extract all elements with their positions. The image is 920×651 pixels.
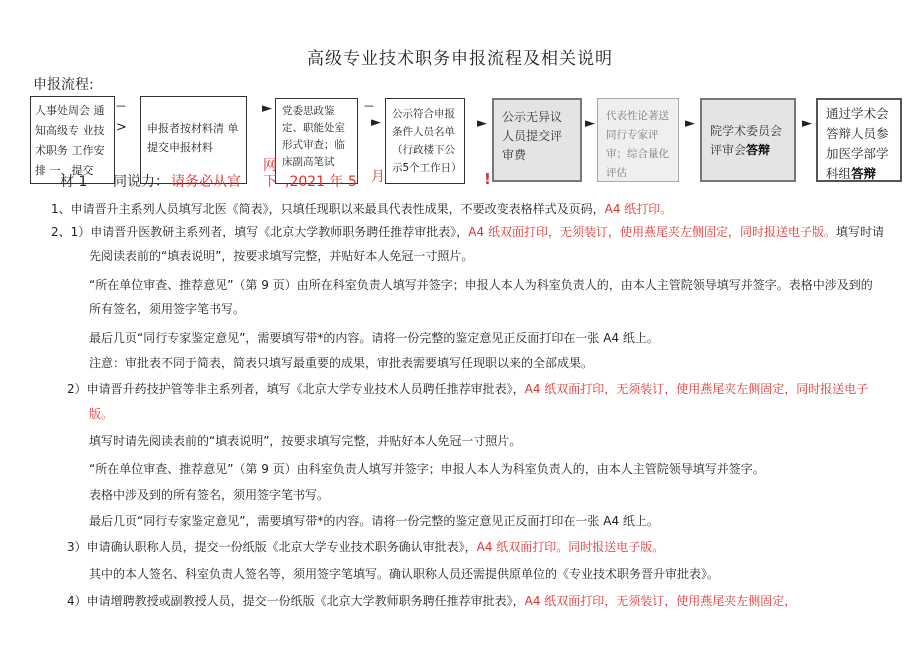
- instruction-line: “所在单位审查、推荐意见”（第 9 页）由科室负责人填写并签字；申报人本人为科室负责人的，由本人主管院领导填写并签字。: [89, 462, 765, 476]
- instruction-line: 2、1）申请晋升医教研主系列者，填写《北京大学教师职务聘任推荐审批表》，A4 纸双面打印，无须装订，使用燕尾夹左侧固定，同时报送电子版。填写时请: [51, 225, 884, 239]
- instruction-line: 最后几页“同行专家鉴定意见”，需要填写带*的内容。请将一份完整的鉴定意见正反面打印在一张 A4 纸上。: [89, 514, 659, 528]
- instruction-line: 2）申请晋升药技护管等非主系列者，填写《北京大学专业技术人员聘任推荐审批表》，A4 纸双面打印，无须装订，使用燕尾夹左侧固定，同时报送电子: [67, 382, 869, 396]
- flow-step-fee: [492, 98, 582, 182]
- instruction-line: 填写时请先阅读表前的“填表说明”，按要求填写完整，并贴好本人免冠一寸照片。: [89, 434, 522, 448]
- overlap-text: 材 1: [60, 174, 88, 190]
- overlap-text-red: 网: [263, 158, 277, 174]
- page-title: 高级专业技术职务申报流程及相关说明: [307, 49, 613, 69]
- flow-step-text: 代表性论著送同行专家评审；综合量化评估: [606, 110, 669, 179]
- overlap-text-red: ,2021 年 5: [285, 174, 357, 190]
- instruction-line: “所在单位审查、推荐意见”（第 9 页）由所在科室负责人填写并签字；申报人本人为科室负责人的，由本人主管院领导填写并签字。表格中涉及到的: [89, 278, 873, 292]
- flow-step-text: 党委思政鉴定、职能处室形式审查；临床副高笔试: [282, 105, 345, 168]
- instruction-line: 1、申请晋升主系列人员填写北医《简表》，只填任现职以来最具代表性成果，不要改变表格样式及页码，A4 纸打印。: [51, 202, 673, 216]
- flow-step-text: 人事处周会 通知高级专 业技术职务 工作安排 一、提交: [35, 104, 105, 177]
- arrow-solid-icon: ►: [477, 116, 487, 131]
- overlap-text: 同说力：: [113, 174, 169, 190]
- connector-dash: ---: [364, 99, 373, 112]
- arrow-solid-icon: ►: [685, 116, 695, 131]
- flow-step-text: 院学术委员会评审会: [710, 124, 783, 157]
- instruction-line: 注意：审批表不同于简表，简表只填写最重要的成果，审批表需要填写任现职以来的全部成果。: [89, 356, 594, 370]
- flow-step-committee: [700, 98, 796, 182]
- flow-step-text: 通过学术会答辩人员参加医学部学科组: [826, 106, 889, 181]
- overlap-text-red: 下: [263, 174, 277, 190]
- connector-dash: ---: [116, 99, 125, 112]
- instruction-line: 所有签名，须用签字笔书写。: [89, 302, 246, 316]
- flow-step-bold: 答辩: [746, 143, 771, 157]
- instruction-line: 表格中涉及到的所有签名，须用签字笔书写。: [89, 488, 330, 502]
- instruction-line: 最后几页“同行专家鉴定意见”，需要填写带*的内容。请将一份完整的鉴定意见正反面打印在一张 A4 纸上。: [89, 331, 659, 345]
- instruction-line: 其中的本人签名、科室负责人签名等，须用签字笔填写。确认职称人员还需提供原单位的《专业技术职务晋升审批表》。: [89, 567, 720, 581]
- arrow-solid-icon: ►: [802, 116, 812, 131]
- instruction-line: 先阅读表前的“填表说明”，按要求填写完整，并贴好本人免冠一寸照片。: [89, 249, 474, 263]
- arrow-right-icon: >: [116, 120, 127, 135]
- arrow-solid-icon: ►: [371, 115, 381, 130]
- instruction-line: 3）申请确认职称人员，提交一份纸版《北京大学专业技术职务确认审批表》，A4 纸双面打印。同时报送电子版。: [67, 540, 665, 554]
- flow-step-text: 公示符合申报条件人员名单（行政楼下公示5个工作日）: [392, 108, 462, 174]
- flow-step-text: 公示无异议人员提交评审费: [502, 110, 563, 162]
- flow-step-bold: 答辩: [851, 166, 877, 181]
- arrow-solid-icon: ►: [585, 116, 595, 131]
- exclaim-mark: !: [484, 170, 491, 188]
- overlap-text-red: 月: [371, 169, 385, 185]
- arrow-solid-icon: ►: [262, 101, 272, 116]
- flow-step-defense: [816, 98, 902, 182]
- flow-step-text: 申报者按材料清 单提交申报材料: [147, 122, 239, 154]
- overlap-text-red: 请务必从官: [171, 174, 241, 190]
- flow-step-peer-review: [597, 98, 679, 182]
- instruction-line: 4）申请增聘教授或副教授人员，提交一份纸版《北京大学教师职务聘任推荐审批表》，A4 纸双面打印，无须装订，使用燕尾夹左侧固定，: [67, 594, 797, 608]
- flow-step-public-notice: [385, 98, 465, 184]
- flow-label: 申报流程:: [33, 77, 94, 93]
- instruction-line: 版。: [89, 407, 114, 421]
